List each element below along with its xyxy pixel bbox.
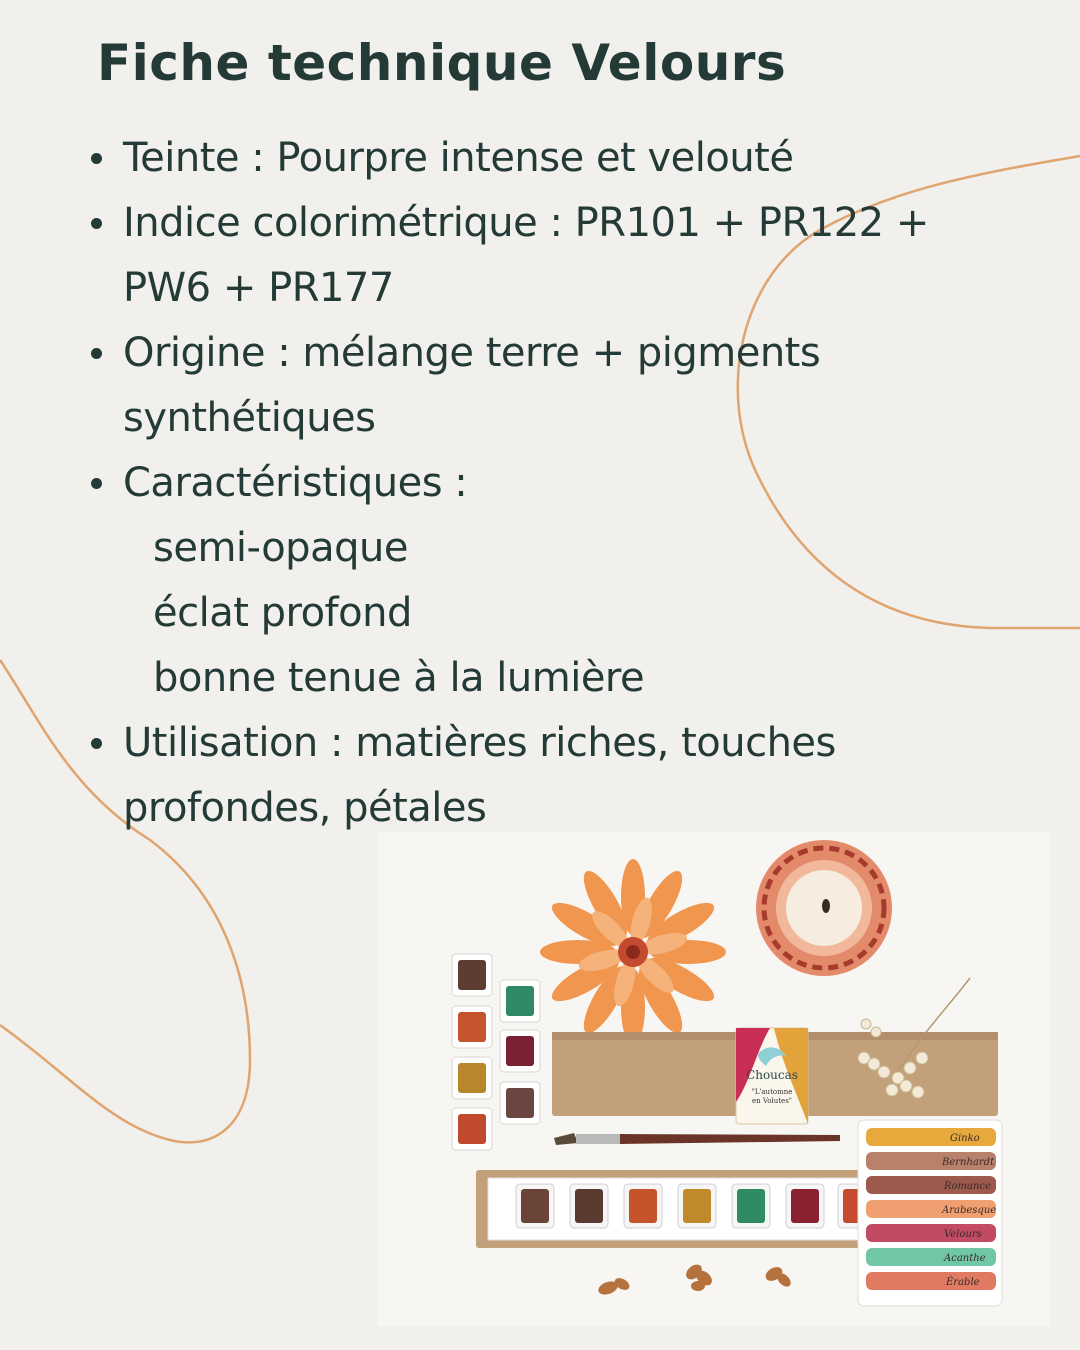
candle-icon (756, 840, 892, 976)
swatch-name: Ginko (950, 1133, 980, 1144)
spec-item-utilisation: Utilisation : matières riches, touches profondes, pétales (85, 711, 985, 841)
swatch-card (858, 1120, 1002, 1306)
swatch-name: Romance (944, 1181, 991, 1192)
product-photo (378, 832, 1050, 1326)
spec-list (85, 126, 985, 841)
spec-item-caracteristiques: Caractéristiques : semi-opaque éclat profond bonne tenue à la lumière (85, 451, 985, 711)
spec-item-indice: Indice colorimétrique : PR101 + PR122 + PW6 + PR177 (85, 191, 985, 321)
bullet-icon (91, 348, 102, 359)
spec-label: Utilisation (123, 720, 318, 766)
page-title: Fiche technique Velours (97, 34, 787, 92)
dahlia-flower-icon (540, 859, 726, 1045)
bullet-icon (91, 218, 102, 229)
swatch-name: Velours (944, 1229, 982, 1240)
swatch-name: Arabesque (942, 1205, 997, 1216)
spec-value-continued: synthétiques (123, 395, 376, 441)
spec-label: Origine (123, 330, 266, 376)
paint-pans-loose (452, 954, 540, 1150)
spec-value-continued: PW6 + PR177 (123, 265, 394, 311)
swatch-name: Acanthe (944, 1253, 986, 1264)
characteristic-item: semi-opaque (153, 525, 408, 571)
bullet-icon (91, 478, 102, 489)
characteristic-item: éclat profond (153, 590, 412, 636)
palette-tin (476, 1170, 916, 1248)
spec-value-continued: profondes, pétales (123, 785, 487, 831)
spec-value: mélange terre + pigments (302, 330, 821, 376)
kraft-box (552, 1028, 998, 1124)
box-subtitle-line1: "L'automne (751, 1088, 793, 1096)
characteristic-item: bonne tenue à la lumière (153, 655, 645, 701)
dried-leaves-icon (597, 1262, 794, 1297)
paintbrush-icon (554, 1133, 840, 1145)
spec-value: Pourpre intense et velouté (276, 135, 794, 181)
bullet-icon (91, 153, 102, 164)
spec-label: Caractéristiques (123, 460, 443, 506)
spec-item-origine: Origine : mélange terre + pigments synthétiques (85, 321, 985, 451)
swatch-name: Érable (946, 1277, 980, 1288)
spec-value: matières riches, touches (355, 720, 836, 766)
spec-value: PR101 + PR122 + (574, 200, 929, 246)
swatch-name: Bernhardt (942, 1157, 995, 1168)
box-brand: Choucas (746, 1068, 798, 1082)
spec-item-teinte: Teinte : Pourpre intense et velouté (85, 126, 985, 191)
bullet-icon (91, 738, 102, 749)
spec-label: Indice colorimétrique (123, 200, 538, 246)
box-subtitle-line2: en Volutes" (751, 1097, 793, 1105)
product-illustration (378, 832, 1050, 1326)
spec-label: Teinte (123, 135, 240, 181)
